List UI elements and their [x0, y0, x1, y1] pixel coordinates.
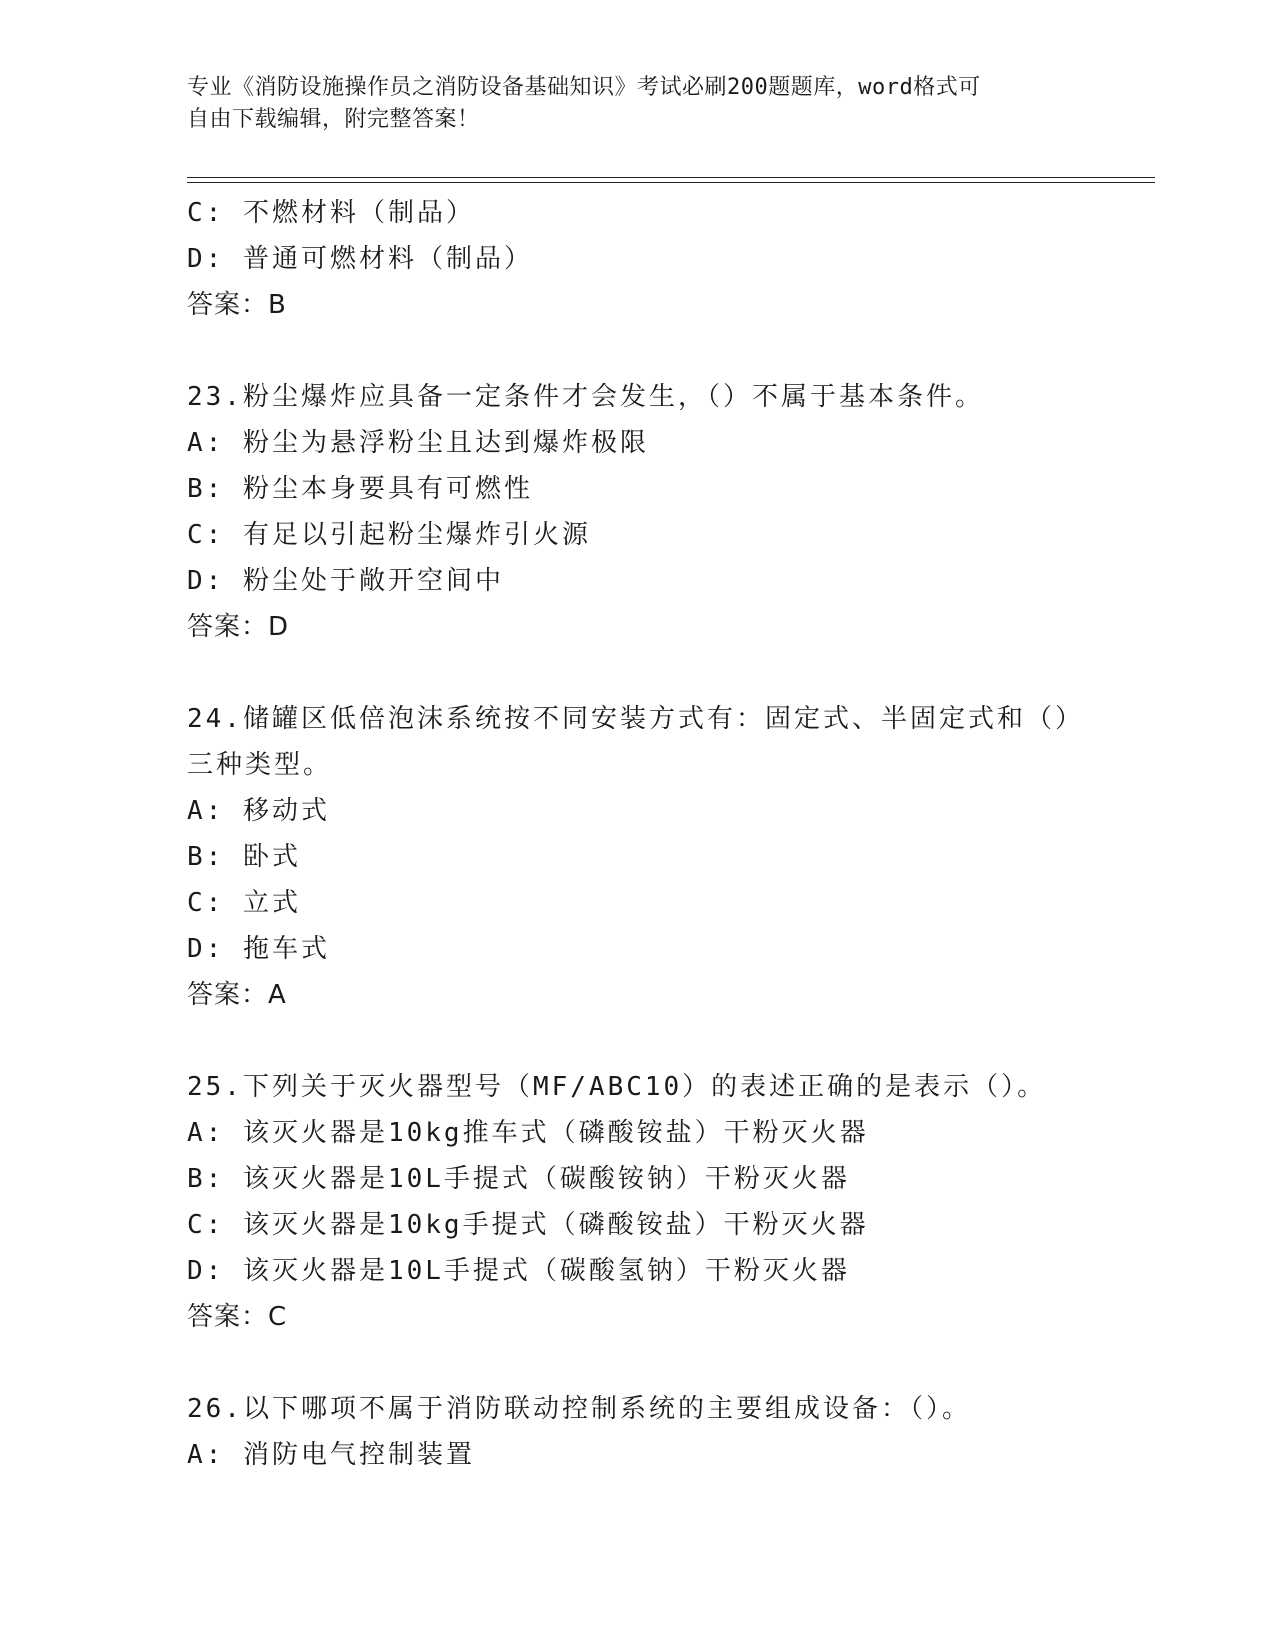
- answer-line: 答案：B: [187, 290, 287, 320]
- question-26: [187, 1386, 1087, 1478]
- question-23: [187, 374, 1087, 650]
- answer-line: 答案：D: [187, 612, 290, 642]
- option-d: D: 普通可燃材料（制品）: [187, 244, 533, 274]
- spacer: [187, 1018, 1087, 1064]
- header-divider-bottom: [187, 182, 1155, 183]
- spacer: [187, 328, 1087, 374]
- option-d: D: 粉尘处于敞开空间中: [187, 566, 504, 596]
- document-header: [187, 72, 1067, 136]
- option-a: A: 该灭火器是10kg推车式（磷酸铵盐）干粉灭火器: [187, 1118, 869, 1148]
- question-stem: 23.粉尘爆炸应具备一定条件才会发生，（）不属于基本条件。: [187, 382, 984, 412]
- question-stem-line-2: 三种类型。: [187, 750, 333, 780]
- answer-line: 答案：A: [187, 980, 287, 1010]
- option-a: A: 粉尘为悬浮粉尘且达到爆炸极限: [187, 428, 649, 458]
- header-divider-top: [187, 177, 1155, 178]
- option-b: B: 卧式: [187, 842, 301, 872]
- question-25: [187, 1064, 1087, 1340]
- option-b: B: 该灭火器是10L手提式（碳酸铵钠）干粉灭火器: [187, 1164, 850, 1194]
- option-a: A: 移动式: [187, 796, 330, 826]
- option-d: D: 拖车式: [187, 934, 330, 964]
- question-stem: 25.下列关于灭火器型号（MF/ABC10）的表述正确的是表示（）。: [187, 1072, 1047, 1102]
- option-c: C: 该灭火器是10kg手提式（磷酸铵盐）干粉灭火器: [187, 1210, 869, 1240]
- answer-line: 答案：C: [187, 1302, 288, 1332]
- question-stem-line-1: 24.储罐区低倍泡沫系统按不同安装方式有：固定式、半固定式和（）: [187, 704, 1084, 734]
- question-list: [187, 190, 1087, 1478]
- question-22-continued: [187, 190, 1087, 328]
- option-c: C: 不燃材料（制品）: [187, 198, 475, 228]
- option-d: D: 该灭火器是10L手提式（碳酸氢钠）干粉灭火器: [187, 1256, 850, 1286]
- question-24: [187, 696, 1087, 1018]
- question-stem: 26.以下哪项不属于消防联动控制系统的主要组成设备：（）。: [187, 1394, 971, 1424]
- option-a: A: 消防电气控制装置: [187, 1440, 475, 1470]
- header-title-line-1: 专业《消防设施操作员之消防设备基础知识》考试必刷200题题库，word格式可: [187, 75, 981, 100]
- option-b: B: 粉尘本身要具有可燃性: [187, 474, 533, 504]
- spacer: [187, 1340, 1087, 1386]
- option-c: C: 立式: [187, 888, 301, 918]
- header-title-line-2: 自由下载编辑，附完整答案！: [187, 107, 480, 132]
- spacer: [187, 650, 1087, 696]
- option-c: C: 有足以引起粉尘爆炸引火源: [187, 520, 591, 550]
